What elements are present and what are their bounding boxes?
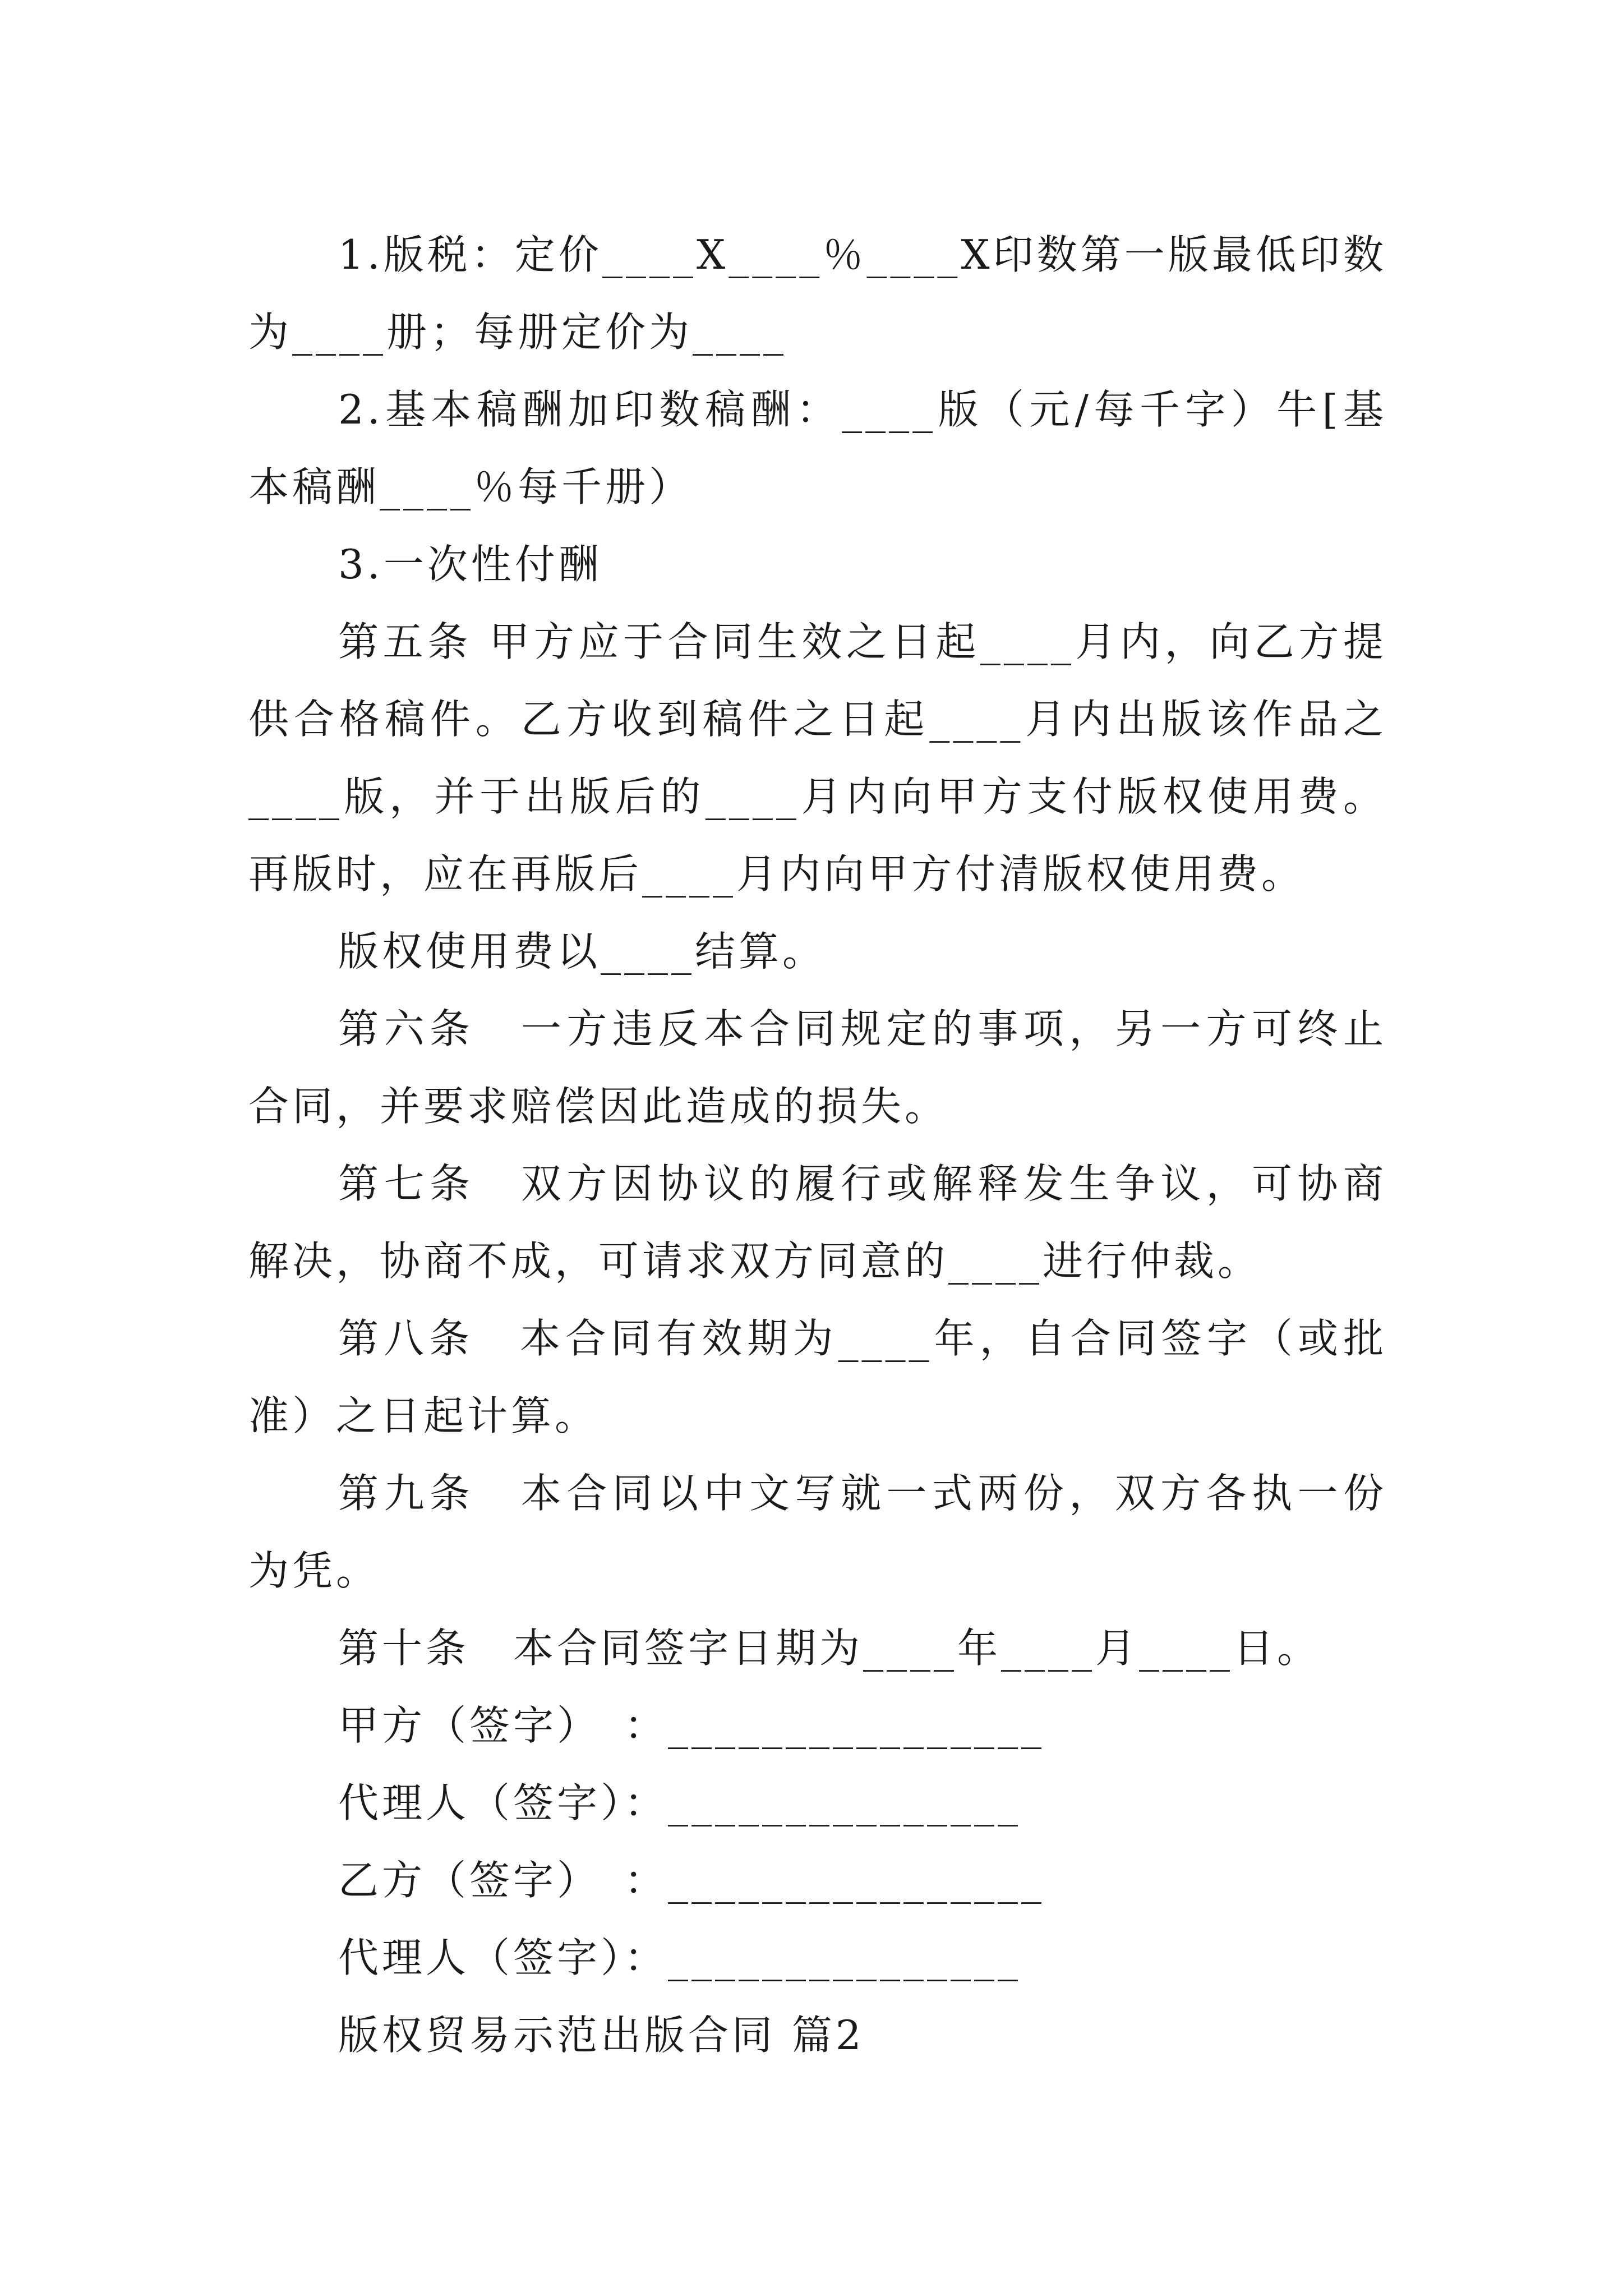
paragraph-basic-fee: 2.基本稿酬加印数稿酬：____版（元/每千字）牛[基本稿酬____％每千册） bbox=[248, 386, 1387, 510]
article-10: 第十条 本合同签字日期为____年____月____日。 bbox=[338, 1625, 1321, 1672]
signature-party-a: 甲方（签字） ：________________ bbox=[338, 1702, 1045, 1749]
signature-agent-a: 代理人（签字）：_______________ bbox=[338, 1779, 1022, 1826]
article-7: 第七条 双方因协议的履行或解释发生争议，可协商解决，协商不成，可请求双方同意的____进行仲裁。 bbox=[248, 1160, 1387, 1285]
document-body bbox=[248, 216, 1387, 2074]
article-9: 第九条 本合同以中文写就一式两份，双方各执一份为凭。 bbox=[248, 1470, 1387, 1594]
paragraph-lump-sum: 3.一次性付酬 bbox=[338, 541, 602, 588]
article-5: 第五条 甲方应于合同生效之日起____月内，向乙方提供合格稿件。乙方收到稿件之日起____月内出版该作品之____版，并于出版后的____月内向甲方支付版权使用费。再版时，应在再版后____月内向甲方付清版权使用费。 bbox=[248, 618, 1387, 898]
paragraph-settlement: 版权使用费以____结算。 bbox=[338, 928, 827, 975]
signature-agent-b: 代理人（签字）：_______________ bbox=[338, 1934, 1022, 1981]
paragraph-royalty: 1.版税：定价____X____％____X印数第一版最低印数为____册；每册定价为____ bbox=[248, 231, 1387, 356]
section-title: 版权贸易示范出版合同 篇2 bbox=[338, 2012, 865, 2059]
article-8: 第八条 本合同有效期为____年，自合同签字（或批准）之日起计算。 bbox=[248, 1315, 1387, 1439]
signature-party-b: 乙方（签字） ：________________ bbox=[338, 1857, 1045, 1904]
article-6: 第六条 一方违反本合同规定的事项，另一方可终止合同，并要求赔偿因此造成的损失。 bbox=[248, 1005, 1387, 1130]
